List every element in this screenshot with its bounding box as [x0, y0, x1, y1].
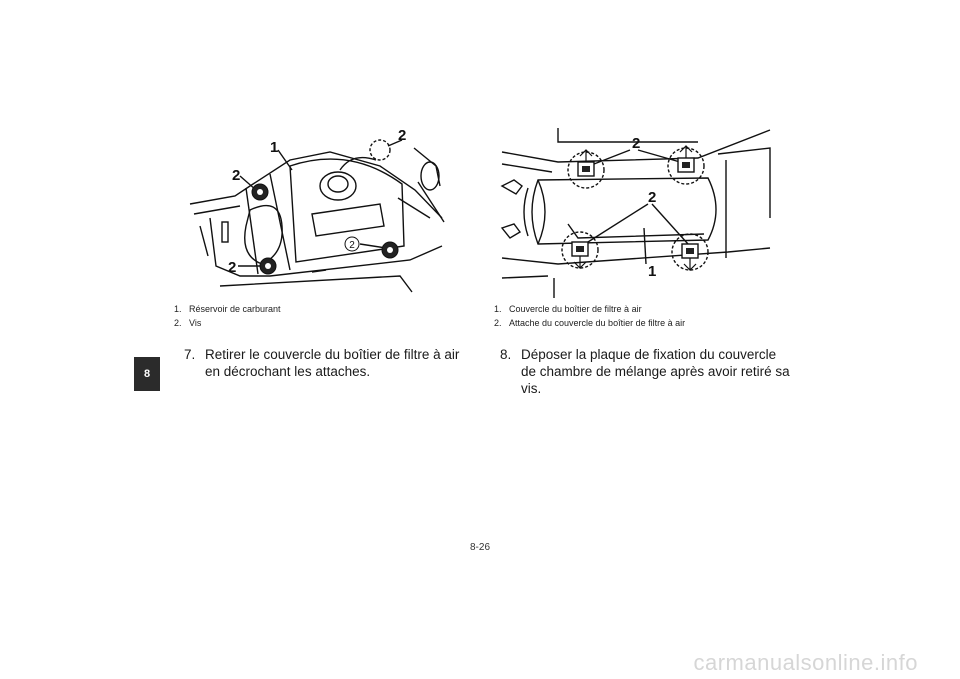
caption-item	[494, 316, 685, 330]
step-number: 8.	[500, 347, 512, 362]
callout-screw: 2	[398, 127, 407, 144]
callout-clip: 2	[632, 135, 641, 152]
caption-text: Vis	[189, 318, 202, 328]
callout-fuel-tank: 1	[270, 139, 279, 156]
callout-clip: 2	[648, 189, 657, 206]
figure-right-caption	[494, 302, 685, 330]
step-text: Retirer le couvercle du boîtier de filtre à air en décrochant les attaches.	[205, 347, 460, 379]
air-filter-box-illustration	[498, 128, 776, 298]
fuel-tank-drawing	[180, 126, 452, 300]
caption-number: 1.	[494, 304, 502, 314]
fuel-tank-illustration	[180, 126, 452, 300]
caption-text: Réservoir de carburant	[189, 304, 281, 314]
instruction-step	[500, 346, 790, 397]
caption-number: 2.	[494, 318, 502, 328]
embossed-mark: 2	[349, 240, 355, 251]
air-filter-box-drawing	[498, 128, 776, 298]
watermark: carmanualsonline.info	[693, 650, 918, 675]
caption-item	[174, 302, 281, 316]
caption-item	[174, 316, 281, 330]
callout-screw: 2	[232, 167, 241, 184]
chapter-tab: 8	[134, 357, 160, 391]
step-text: Déposer la plaque de fixation du couvercle de chambre de mélange après avoir retiré sa vis.	[521, 347, 790, 396]
caption-number: 2.	[174, 318, 182, 328]
caption-text: Couvercle du boîtier de filtre à air	[509, 304, 642, 314]
page-number: 8-26	[469, 542, 490, 553]
caption-text: Attache du couvercle du boîtier de filtre à air	[509, 318, 686, 328]
callout-cover: 1	[648, 263, 657, 280]
caption-number: 1.	[174, 304, 182, 314]
step-number: 7.	[184, 347, 196, 362]
callout-screw: 2	[228, 259, 237, 276]
figure-left-caption	[174, 302, 281, 330]
caption-item	[494, 302, 685, 316]
instruction-step	[184, 346, 474, 380]
